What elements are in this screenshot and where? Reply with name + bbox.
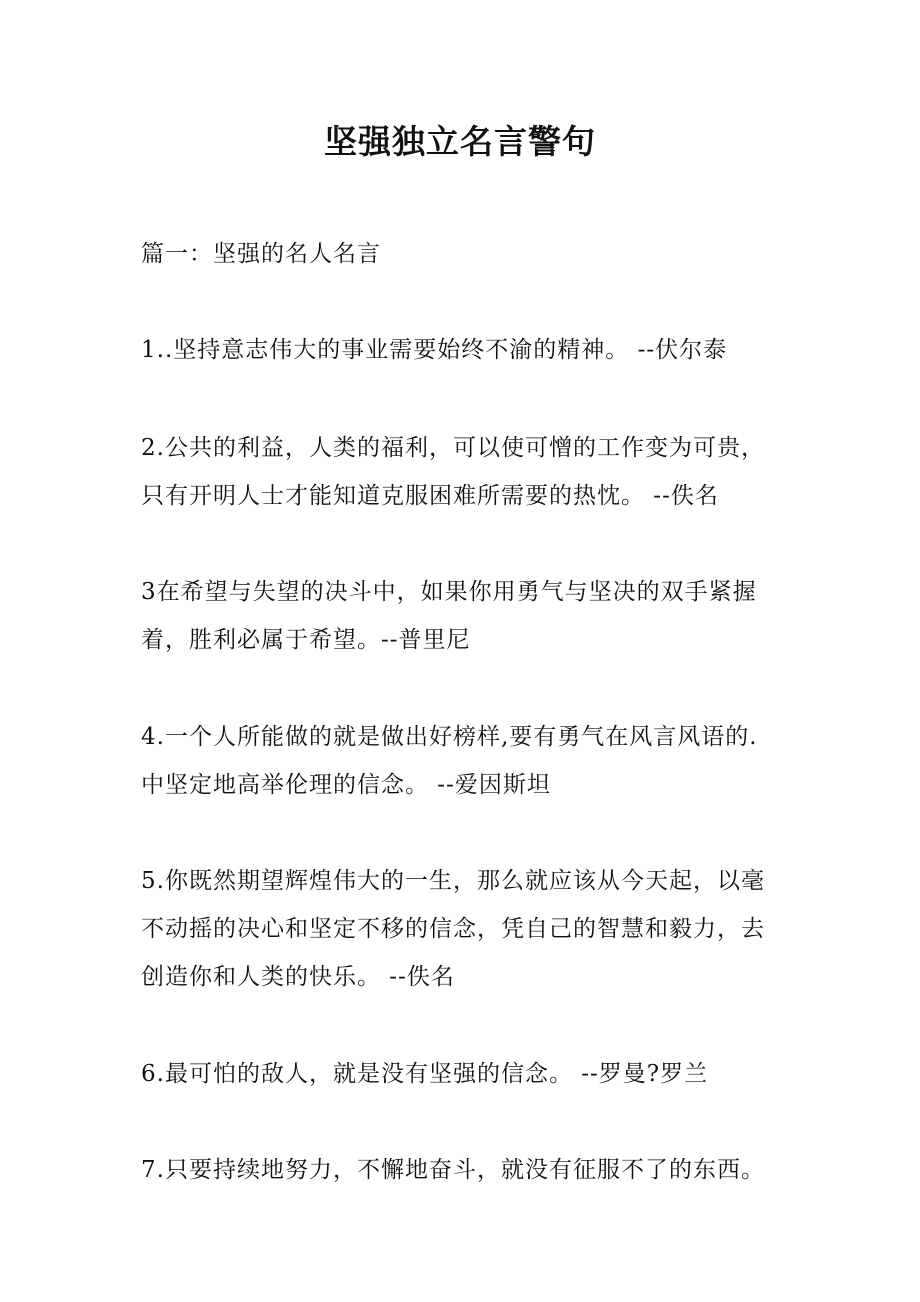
quote-line: 中坚定地高举伦理的信念。 --爱因斯坦 bbox=[141, 772, 551, 798]
document-title: 坚强独立名言警句 bbox=[324, 122, 596, 161]
quote-line: 创造你和人类的快乐。 --佚名 bbox=[141, 964, 455, 990]
quote-line: 7.只要持续地努力，不懈地奋斗，就没有征服不了的东西。 bbox=[141, 1157, 765, 1183]
quote-line: 1..坚持意志伟大的事业需要始终不渝的精神。 --伏尔泰 bbox=[141, 337, 728, 363]
quote-7 bbox=[141, 1146, 801, 1194]
quote-line: 4.一个人所能做的就是做出好榜样,要有勇气在风言风语的. bbox=[141, 724, 758, 750]
quote-line: 5.你既然期望辉煌伟大的一生，那么就应该从今天起，以毫 bbox=[141, 868, 765, 894]
quote-6 bbox=[141, 1050, 801, 1098]
quote-line: 只有开明人士才能知道克服困难所需要的热忱。 --佚名 bbox=[141, 483, 719, 509]
quote-4 bbox=[141, 713, 801, 809]
quote-line: 不动摇的决心和坚定不移的信念，凭自己的智慧和毅力，去 bbox=[141, 916, 765, 942]
section-heading: 篇一：坚强的名人名言 bbox=[141, 241, 381, 267]
quote-1 bbox=[141, 326, 801, 374]
quote-line: 2.公共的利益，人类的福利，可以使可憎的工作变为可贵， bbox=[141, 435, 765, 461]
quote-2 bbox=[141, 424, 801, 520]
quote-line: 3在希望与失望的决斗中，如果你用勇气与坚决的双手紧握 bbox=[141, 579, 757, 605]
quote-line: 着，胜利必属于希望。--普里尼 bbox=[141, 627, 471, 653]
quote-5 bbox=[141, 857, 801, 1001]
quote-line: 6.最可怕的敌人，就是没有坚强的信念。 --罗曼?罗兰 bbox=[141, 1061, 709, 1087]
quote-3 bbox=[141, 568, 801, 664]
